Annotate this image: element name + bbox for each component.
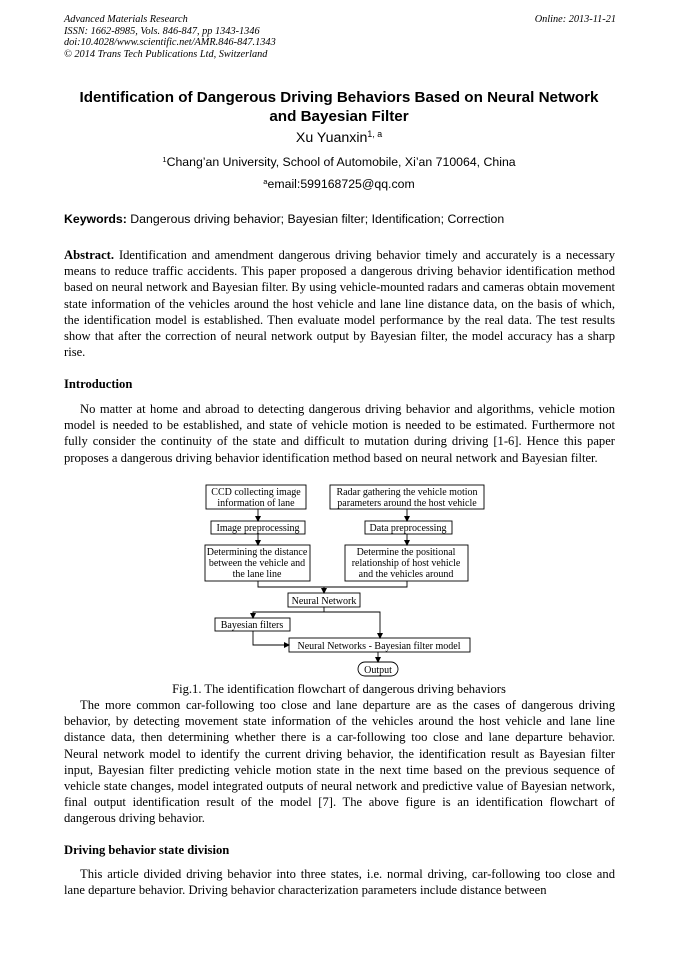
abstract-text: Identification and amendment dangerous driving behavior timely and accurately is a necessary means to reduce traffic accidents. This paper proposed a dangerous driving behavior identification method based on neural network and Bayesian filter. By using vehicle-mounted radars and cameras obtain movement state information of the vehicles around the host vehicle and lane line distance data, on the basis of which, the identification model is established. Then evaluate model performance by the real data. The test results show that after the correction of neural network output by Bayesian filter, the model accuracy has a sharp rise.: [64, 248, 615, 360]
box-neural-network-label: Neural Network: [291, 596, 357, 607]
box-output: [358, 662, 398, 676]
box-positional-line1: Determine the positional: [356, 547, 456, 558]
figure-caption: Fig.1. The identification flowchart of dangerous driving behaviors: [172, 682, 506, 696]
intro-paragraph: No matter at home and abroad to detecting dangerous driving behavior and algorithms, vehicle motion model is needed to be established, and state of vehicle motion is needed to be estimated. Furthermore not fully consider the continuity of the state and difficult to mutation during driving [1-6]. Hence this paper proposes a dangerous driving behavior identification method based on neural network and Bayesian filter.: [64, 402, 615, 465]
box-image-preprocessing-label: Image preprocessing: [216, 523, 300, 534]
box-distance: [205, 545, 310, 581]
box-positional-line3: and the vehicles around: [358, 569, 454, 580]
keywords-text: Dangerous driving behavior; Bayesian filter; Identification; Correction: [130, 212, 505, 226]
box-distance-line1: Determining the distance: [206, 547, 308, 558]
affiliation-sup: 1: [162, 154, 167, 164]
box-bayesian-filters-label: Bayesian filters: [220, 620, 284, 631]
box-nn-bayes-model-label: Neural Networks - Bayesian filter model: [297, 641, 461, 652]
email-sup: a: [263, 176, 268, 186]
copyright-line: © 2014 Trans Tech Publications Ltd, Switzerland: [64, 48, 268, 60]
keywords-label: Keywords:: [64, 212, 127, 226]
box-distance-line3: the lane line: [232, 569, 282, 580]
box-data-preprocessing: [365, 521, 452, 534]
author-name: Xu Yuanxin: [295, 130, 368, 146]
intro-heading: Introduction: [64, 377, 133, 391]
box-distance-line2: between the vehicle and: [208, 558, 306, 569]
box-bayesian-filters: [215, 618, 290, 631]
box-data-preprocessing-label: Data preprocessing: [369, 523, 447, 534]
title-line-1: Identification of Dangerous Driving Behaviors Based on Neural Network: [79, 89, 599, 106]
section2-heading: Driving behavior state division: [64, 843, 230, 857]
box-radar-line1: Radar gathering the vehicle motion: [336, 487, 478, 498]
box-positional-line2: relationship of host vehicle: [351, 558, 461, 569]
abstract-label: Abstract.: [64, 248, 115, 262]
affiliation-text: Chang’an University, School of Automobile, Xi’an 710064, China: [166, 155, 516, 169]
box-radar-line2: parameters around the host vehicle: [337, 498, 477, 509]
box-radar: [330, 485, 484, 509]
box-ccd-line2: information of lane: [217, 498, 295, 509]
box-ccd: [206, 485, 306, 509]
box-output-label: Output: [364, 665, 392, 676]
doi-line: doi:10.4028/www.scientific.net/AMR.846-847.1343: [64, 37, 276, 49]
section2-paragraph: This article divided driving behavior into three states, i.e. normal driving, car-following too close and lane departure behavior. Driving behavior characterization parameters include distance between: [64, 867, 615, 898]
email-text: email:599168725@qq.com: [267, 177, 415, 191]
online-date: Online: 2013-11-21: [534, 14, 616, 25]
body-paragraph: The more common car-following too close and lane departure are as the cases of dangerous driving behavior, by detecting movement state information of the vehicles around the host vehicle and lane line distance data, then determining whether there is a car-following too close and lane departure behavior. Neural network model to identify the current driving behavior, the identification result as Bayesian filter input, Bayesian filter predicting vehicle motion state in the next time based on the previous sequence of vehicle state changes, model integrated outputs of neural network and predictive value of Bayesian network, final output identification result of the model [7]. The above figure is an identification flowchart of dangerous driving behavior.: [64, 698, 615, 826]
box-ccd-line1: CCD collecting image: [211, 487, 301, 498]
box-nn-bayes-model: [289, 638, 470, 652]
box-positional: [345, 545, 468, 581]
title-line-2: and Bayesian Filter: [269, 108, 409, 125]
journal-name: Advanced Materials Research: [64, 14, 188, 25]
issn-line: ISSN: 1662-8985, Vols. 846-847, pp 1343-1346: [64, 25, 260, 37]
box-neural-network: [288, 593, 360, 607]
author-sup: 1, a: [367, 129, 383, 140]
box-image-preprocessing: [211, 521, 305, 534]
